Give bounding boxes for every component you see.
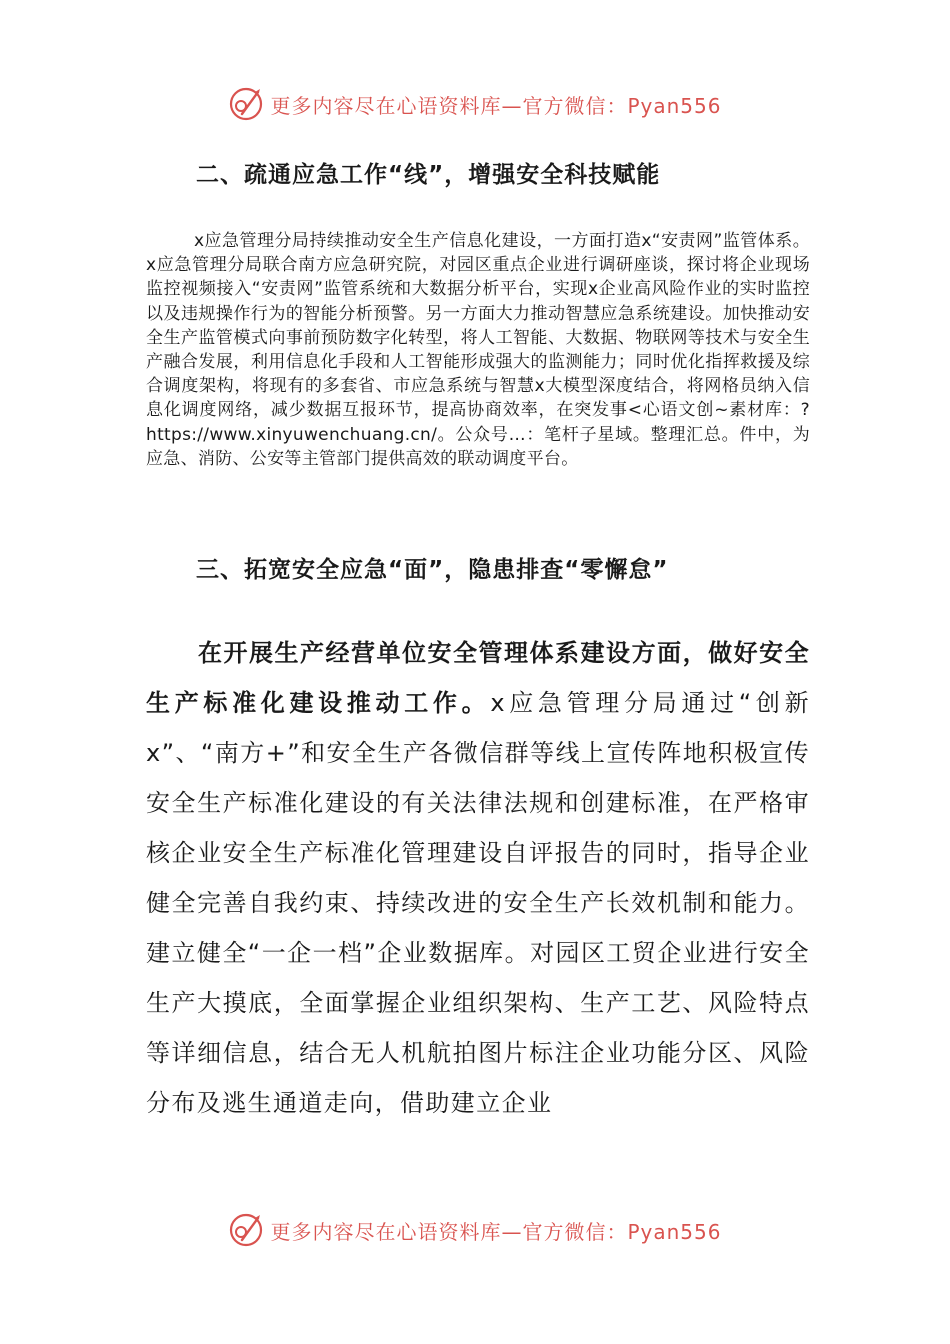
pen-logo-icon [228,1212,264,1248]
section-3-heading: 三、拓宽安全应急“面”，隐患排查“零懈怠” [196,557,669,583]
section-2-body: x应急管理分局持续推动安全生产信息化建设，一方面打造x“安责网”监管体系。x应急管理分局联合南方应急研究院，对园区重点企业进行调研座谈，探讨将企业现场监控视频接入“安责网”监管系统和大数据分析平台，实现x企业高风险作业的实时监控以及违规操作行为的智能分析预警。另一方面大力推动智慧应急系统建设。加快推动安全生产监管模式向事前预防数字化转型，将人工智能、大数据、物联网等技术与安全生产融合发展，利用信息化手段和人工智能形成强大的监测能力；同时优化指挥救援及综合调度架构，将现有的多套省、市应急系统与智慧x大模型深度结合，将网格员纳入信息化调度网络，减少数据互报环节，提高协商效率，在突发事<心语文创~素材库：?https://www.xinyuwenchuang.cn/。公众号…：笔杆子星域。整理汇总。件中，为应急、消防、公安等主管部门提供高效的联动调度平台。 [146,231,810,469]
section-3-lead: 在开展生产经营单位安全管理体系建设方面，做好安全生产标准化建设推动工作。 [146,639,810,717]
pen-logo-icon [228,86,264,122]
watermark-banner-top [0,84,950,124]
section-3-text: x应急管理分局通过“创新x”、“南方+”和安全生产各微信群等线上宣传阵地积极宣传安全生产标准化建设的有关法律法规和创建标准，在严格审核企业安全生产标准化管理建设自评报告的同时，指导企业健全完善自我约束、持续改进的安全生产长效机制和能力。建立健全“一企一档”企业数据库。对园区工贸企业进行安全生产大摸底，全面掌握企业组织架构、生产工艺、风险特点等详细信息，结合无人机航拍图片标注企业功能分区、风险分布及逃生通道走向，借助建立企业 [146,689,810,1117]
watermark-text: 更多内容尽在心语资料库—官方微信：Pyan556 [270,93,722,118]
watermark-text: 更多内容尽在心语资料库—官方微信：Pyan556 [270,1219,722,1244]
section-3-body [146,628,810,1128]
section-2-heading: 二、疏通应急工作“线”，增强安全科技赋能 [196,162,661,188]
watermark-banner-bottom [0,1210,950,1250]
